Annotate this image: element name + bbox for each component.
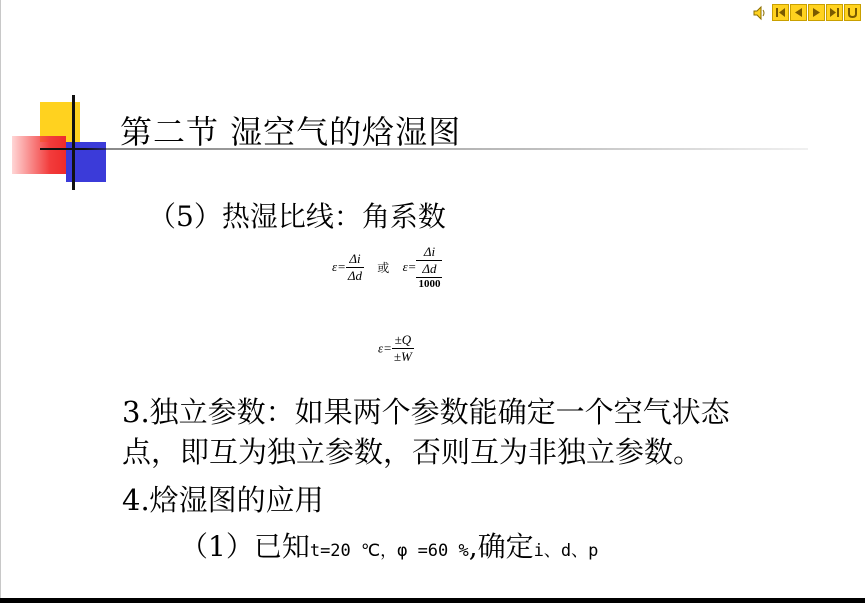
slide-navigation [751, 4, 861, 21]
previous-slide-icon[interactable] [790, 4, 807, 21]
formula1-fraction-b [416, 244, 442, 290]
return-icon[interactable] [844, 4, 861, 21]
item-given-conditions [180, 525, 598, 565]
formula1-den-b: Δd [422, 261, 437, 276]
formula-angle-coefficient [332, 244, 442, 290]
formula2-den: ±W [393, 349, 412, 364]
formula2-num: ±Q [392, 332, 414, 349]
item-chart-application: 4.焓湿图的应用 [122, 483, 324, 517]
slide-title: 第二节 湿空气的焓湿图 [120, 113, 462, 151]
first-slide-icon[interactable] [772, 4, 789, 21]
formula1-num-a: Δi [346, 251, 364, 268]
formula2-fraction [392, 332, 414, 365]
slide-bottom-edge [0, 598, 865, 603]
title-decoration [0, 0, 130, 200]
given-condition-values: t=20 ℃，φ =60 % [309, 541, 469, 561]
formula1-den-a: Δd [347, 267, 363, 283]
given-target-variables: i、d、p [533, 541, 599, 561]
last-slide-icon[interactable] [826, 4, 843, 21]
formula1-epsilon: ε= [332, 259, 346, 274]
formula1-den-b2: 1000 [418, 278, 441, 290]
item-independent-params-line1: 3.独立参数：如果两个参数能确定一个空气状态 [122, 395, 730, 429]
item-heat-moisture-ratio: （5）热湿比线：角系数 [148, 200, 446, 233]
item-independent-params-line2: 点，即互为独立参数，否则互为非独立参数。 [122, 435, 703, 469]
formula1-fraction-a [346, 251, 364, 284]
speaker-icon[interactable] [751, 4, 769, 21]
given-determine: ,确定 [468, 530, 534, 563]
red-square [12, 136, 66, 174]
formula1-epsilon-b: ε= [402, 259, 417, 274]
formula2-epsilon: ε= [378, 340, 392, 356]
formula1-or: 或 [377, 260, 390, 275]
formula1-num-b: Δi [416, 244, 442, 261]
given-prefix: （1）已知 [180, 530, 310, 563]
vertical-accent-line [72, 95, 75, 190]
formula-heat-moisture [378, 332, 414, 365]
next-slide-icon[interactable] [808, 4, 825, 21]
